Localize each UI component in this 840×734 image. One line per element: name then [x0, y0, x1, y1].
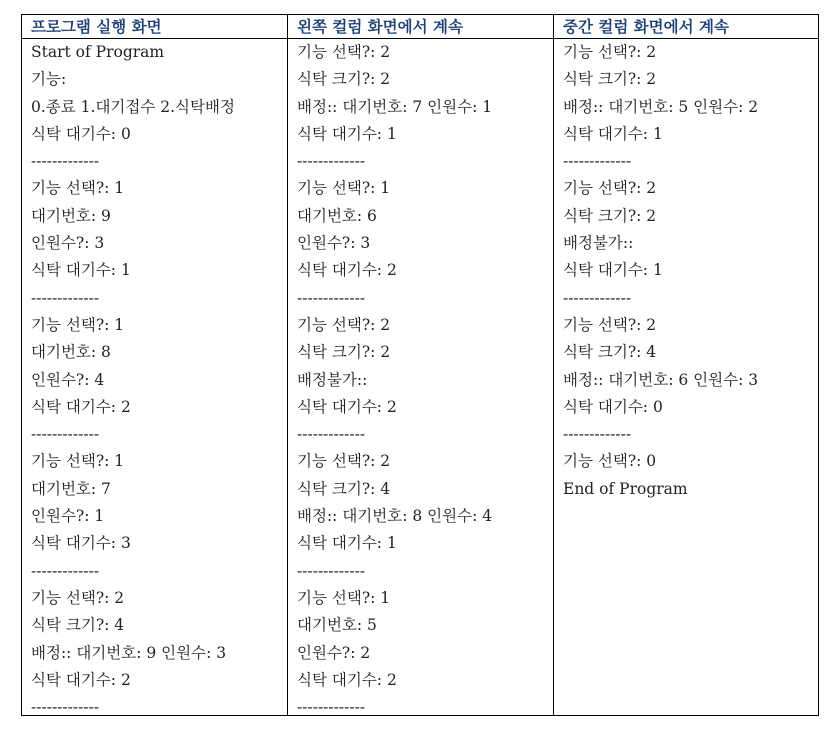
output-line: 기능 선택?: 1 — [31, 315, 125, 334]
output-line: 식탁 크기?: 4 — [563, 343, 657, 362]
output-line: ------------- — [297, 288, 366, 307]
output-line: 식탁 크기?: 4 — [297, 479, 391, 498]
column-body-middle — [288, 39, 554, 715]
output-line: 식탁 대기수: 1 — [563, 124, 663, 143]
output-line: 대기번호: 8 — [31, 343, 111, 362]
output-line: 기능: — [31, 70, 67, 89]
output-line: 식탁 대기수: 2 — [31, 397, 131, 416]
output-line: 대기번호: 6 — [297, 206, 377, 225]
output-line: 배정불가:: — [297, 370, 368, 389]
output-line: 식탁 대기수: 2 — [297, 261, 397, 280]
output-line: ------------- — [563, 425, 632, 444]
column-header-right: 중간 컬럼 화면에서 계속 — [554, 15, 818, 39]
output-line: 배정불가:: — [563, 234, 634, 253]
column-body-left — [22, 39, 288, 715]
column-header-left: 프로그램 실행 화면 — [22, 15, 288, 39]
output-line: 식탁 대기수: 3 — [31, 534, 131, 553]
output-line: Start of Program — [31, 43, 165, 61]
output-line: 대기번호: 5 — [297, 616, 377, 635]
output-line: ------------- — [297, 152, 366, 171]
output-line: 식탁 대기수: 2 — [31, 670, 131, 689]
output-line: 식탁 대기수: 0 — [31, 124, 131, 143]
output-line: 식탁 크기?: 2 — [563, 206, 657, 225]
output-line: 기능 선택?: 2 — [563, 315, 657, 334]
output-line: ------------- — [297, 425, 366, 444]
output-line: 기능 선택?: 1 — [31, 179, 125, 198]
output-line: 인원수?: 4 — [31, 370, 105, 389]
output-line: 식탁 크기?: 2 — [297, 70, 391, 89]
output-line: 기능 선택?: 1 — [297, 588, 391, 607]
output-line: 기능 선택?: 2 — [297, 315, 391, 334]
output-line: 식탁 대기수: 2 — [297, 397, 397, 416]
output-line: 식탁 대기수: 1 — [297, 534, 397, 553]
output-line: 기능 선택?: 1 — [31, 452, 125, 471]
output-line: 대기번호: 7 — [31, 479, 111, 498]
output-line: 배정:: 대기번호: 6 인원수: 3 — [563, 370, 759, 389]
column-body-right — [554, 39, 818, 715]
output-line: 기능 선택?: 2 — [31, 588, 125, 607]
output-line: 식탁 크기?: 2 — [297, 343, 391, 362]
column-header-middle: 왼쪽 컬럼 화면에서 계속 — [288, 15, 554, 39]
output-line: 배정:: 대기번호: 9 인원수: 3 — [31, 643, 227, 662]
output-line: 기능 선택?: 2 — [563, 179, 657, 198]
output-line: 배정:: 대기번호: 5 인원수: 2 — [563, 97, 759, 116]
output-line: ------------- — [31, 152, 100, 171]
output-line: 인원수?: 3 — [31, 234, 105, 253]
program-output-table — [21, 14, 819, 716]
output-line: 기능 선택?: 2 — [297, 452, 391, 471]
output-line: 배정:: 대기번호: 8 인원수: 4 — [297, 507, 493, 526]
output-line: 배정:: 대기번호: 7 인원수: 1 — [297, 97, 493, 116]
output-line: 식탁 대기수: 1 — [563, 261, 663, 280]
output-line: ------------- — [31, 288, 100, 307]
output-line: 식탁 크기?: 4 — [31, 616, 125, 635]
output-line: ------------- — [297, 561, 366, 580]
output-line: 인원수?: 2 — [297, 643, 371, 662]
output-line: ------------- — [297, 698, 366, 715]
output-line: 기능 선택?: 0 — [563, 452, 657, 471]
output-line: 인원수?: 3 — [297, 234, 371, 253]
output-line: ------------- — [563, 288, 632, 307]
output-line: ------------- — [31, 698, 100, 715]
output-line: 0.종료 1.대기접수 2.식탁배정 — [31, 97, 235, 116]
output-line: ------------- — [563, 152, 632, 171]
output-line: End of Program — [563, 479, 688, 498]
output-line: 식탁 대기수: 2 — [297, 670, 397, 689]
output-line: ------------- — [31, 425, 100, 444]
output-line: 기능 선택?: 1 — [297, 179, 391, 198]
output-line: 식탁 대기수: 1 — [297, 124, 397, 143]
output-line: 인원수?: 1 — [31, 507, 105, 526]
output-line: 대기번호: 9 — [31, 206, 111, 225]
output-line: 식탁 크기?: 2 — [563, 70, 657, 89]
output-line: 식탁 대기수: 1 — [31, 261, 131, 280]
output-line: 기능 선택?: 2 — [563, 43, 657, 61]
output-line: 기능 선택?: 2 — [297, 43, 391, 61]
output-line: 식탁 대기수: 0 — [563, 397, 663, 416]
output-line: ------------- — [31, 561, 100, 580]
